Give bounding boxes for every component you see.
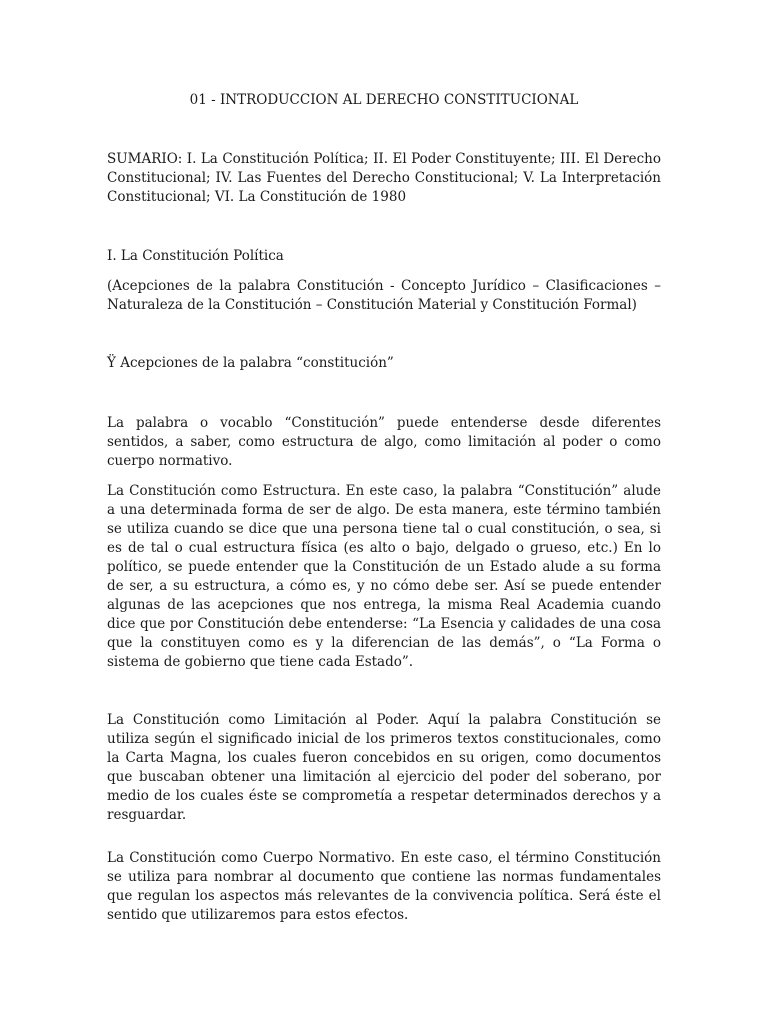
- summary-paragraph: SUMARIO: I. La Constitución Política; II. El Poder Constituyente; III. El Derecho Constitucional; IV. Las Fuentes del Derecho Constitucional; V. La Interpretación Constitucional; VI. La Constitución de 1980: [107, 151, 661, 205]
- paragraph-limitation: La Constitución como Limitación al Poder. Aquí la palabra Constitución se utiliza según el significado inicial de los primeros textos constitucionales, como la Carta Magna, los cuales fueron concebidos en su origen, como documentos que buscaban obtener una limitación al ejercicio del poder del soberano, por medio de los cuales éste se comprometía a respetar determinados derechos y a resguardar.: [107, 712, 661, 823]
- paragraph-definition: La palabra o vocablo “Constitución” puede entenderse desde diferentes sentidos, a saber, como estructura de algo, como limitación al poder o como cuerpo normativo.: [107, 415, 661, 469]
- section-heading: I. La Constitución Política: [107, 248, 284, 264]
- paragraph-normative-body: La Constitución como Cuerpo Normativo. En este caso, el término Constitución se utiliza para nombrar al documento que contiene las normas fundamentales que regulan los aspectos más relevantes de la convivencia política. Será éste el sentido que utilizaremos para estos efectos.: [107, 850, 661, 923]
- paragraph-structure: La Constitución como Estructura. En este caso, la palabra “Constitución” alude a una determinada forma de ser de algo. De esta manera, este término también se utiliza cuando se dice que una persona tiene tal o cual constitución, o sea, si es de tal o cual estructura física (es alto o bajo, delgado o grueso, etc.) En lo político, se puede entender que la Constitución de un Estado alude a su forma de ser, a su estructura, a cómo es, y no cómo debe ser. Así se puede entender algunas de las acepciones que nos entrega, la misma Real Academia cuando dice que por Constitución debe entenderse: “La Esencia y calidades de una cosa que la constituyen como es y la diferencian de las demás”, o “La Forma o sistema de gobierno que tiene cada Estado”.: [107, 483, 661, 670]
- section-subtitle: (Acepciones de la palabra Constitución - Concepto Jurídico – Clasificaciones – Naturaleza de la Constitución – Constitución Material y Constitución Formal): [107, 278, 661, 313]
- document-title: 01 - INTRODUCCION AL DERECHO CONSTITUCIONAL: [189, 92, 579, 108]
- bullet-heading: Ÿ Acepciones de la palabra “constitución”: [107, 355, 394, 371]
